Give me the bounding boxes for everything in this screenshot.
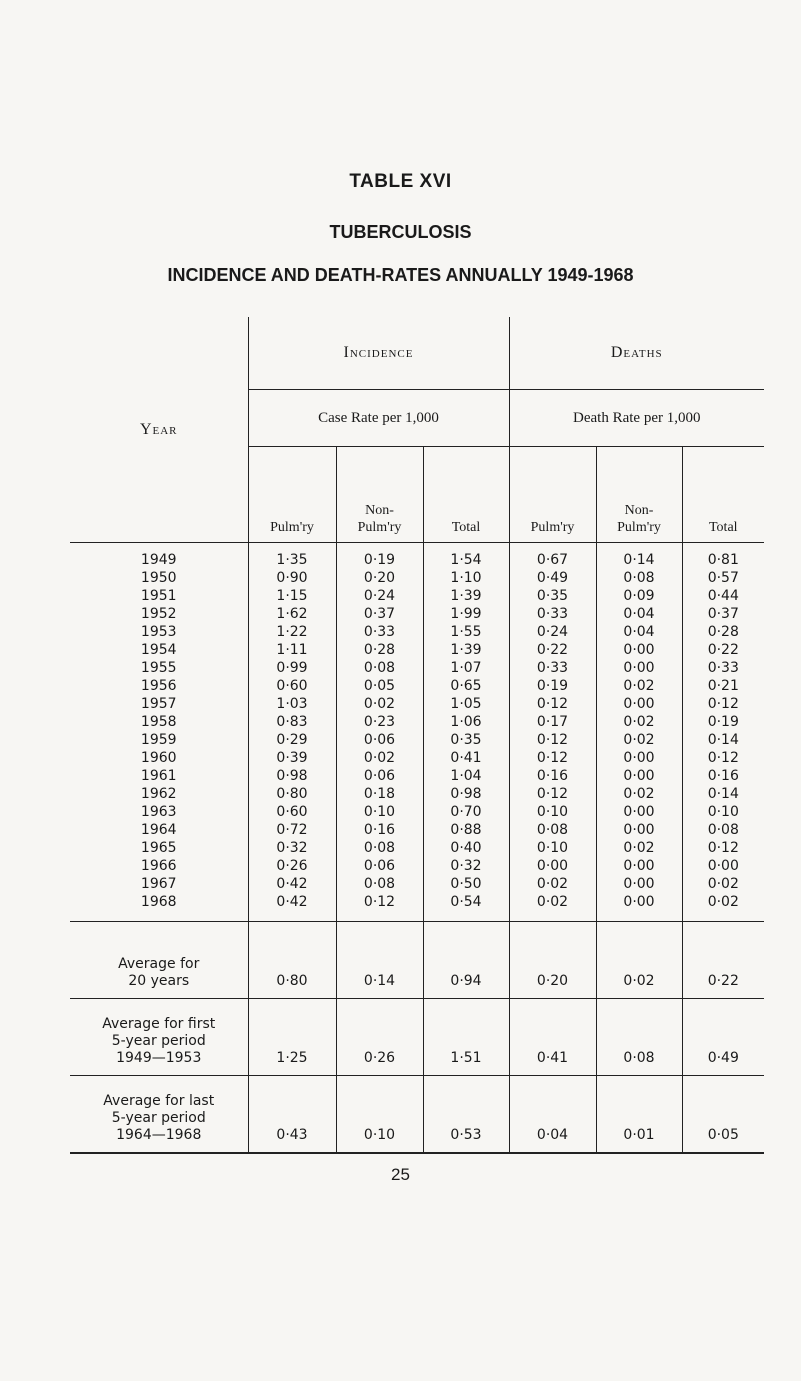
table-row [70,785,764,803]
rate-cell: 0·16 [336,821,423,839]
rate-cell: 0·09 [596,587,682,605]
rate-cell: 0·99 [248,659,336,677]
table-body [70,543,764,1154]
year-cell: 1964 [70,821,248,839]
table-row [70,875,764,893]
rate-cell: 1·05 [423,695,509,713]
rate-cell: 0·00 [596,659,682,677]
rate-cell: 1·62 [248,605,336,623]
year-cell: 1953 [70,623,248,641]
rate-cell: 0·19 [707,714,739,730]
average-value: 0·43 [248,1076,336,1154]
rate-cell: 0·12 [509,749,596,767]
rate-cell: 0·00 [596,749,682,767]
col-deaths-total: Total [682,447,764,543]
rate-cell: 1·04 [423,767,509,785]
incidence-header: Incidence [248,317,509,390]
average-value: 0·49 [682,999,764,1076]
year-cell: 1951 [70,587,248,605]
rate-cell: 0·88 [423,821,509,839]
title-block [0,170,801,287]
rate-cell: 0·00 [707,858,739,874]
rate-cell: 0·44 [707,588,739,604]
year-cell: 1950 [70,569,248,587]
rate-cell: 0·16 [509,767,596,785]
rate-cell: 0·10 [707,804,739,820]
year-cell: 1952 [70,605,248,623]
rate-cell: 1·55 [423,623,509,641]
rate-cell: 0·22 [707,642,739,658]
year-cell: 1954 [70,641,248,659]
rate-cell: 1·15 [248,587,336,605]
rate-cell: 0·21 [707,678,739,694]
year-cell: 1956 [70,677,248,695]
rate-cell: 0·40 [423,839,509,857]
rate-cell: 0·04 [596,605,682,623]
rate-cell: 0·08 [336,659,423,677]
rate-cell: 0·18 [336,785,423,803]
rate-cell: 0·02 [707,876,739,892]
rate-cell: 0·29 [248,731,336,749]
rate-cell: 0·02 [336,695,423,713]
rate-cell: 0·70 [423,803,509,821]
rate-cell: 0·12 [509,731,596,749]
average-value: 0·14 [336,922,423,999]
deaths-header: Deaths [509,317,764,390]
rate-cell: 0·00 [596,641,682,659]
average-value: 0·53 [423,1076,509,1154]
year-cell: 1957 [70,695,248,713]
rate-cell: 0·98 [423,785,509,803]
rate-cell: 0·08 [336,839,423,857]
table-row [70,767,764,785]
tuberculosis-table [70,317,764,1154]
table-row [70,623,764,641]
average-value: 0·01 [596,1076,682,1154]
rate-cell: 0·42 [248,875,336,893]
rate-cell: 0·10 [509,803,596,821]
table-row [70,587,764,605]
rate-cell: 1·06 [423,713,509,731]
col-deaths-pulmonary: Pulm'ry [509,447,596,543]
rate-cell: 0·00 [509,857,596,875]
rate-cell: 0·32 [248,839,336,857]
average-row [70,1076,764,1154]
table-row [70,893,764,922]
rate-cell: 0·22 [509,641,596,659]
table-row [70,677,764,695]
rate-cell: 0·24 [336,587,423,605]
year-cell: 1960 [70,749,248,767]
rate-cell: 0·37 [336,605,423,623]
rate-cell: 0·12 [707,750,739,766]
average-value: 0·05 [682,1076,764,1154]
rate-cell: 0·33 [509,659,596,677]
rate-cell: 0·02 [336,749,423,767]
rate-cell: 0·10 [509,839,596,857]
rate-cell: 0·14 [707,786,739,802]
col-incidence-non-pulmonary: Non- Pulm'ry [336,447,423,543]
average-value: 0·10 [336,1076,423,1154]
rate-cell: 0·32 [423,857,509,875]
death-rate-header: Death Rate per 1,000 [509,390,764,447]
rate-cell: 0·04 [596,623,682,641]
table-row [70,821,764,839]
rate-cell: 0·37 [707,606,739,622]
table-row [70,839,764,857]
rate-cell: 0·16 [707,768,739,784]
rate-cell: 1·22 [248,623,336,641]
rate-cell: 0·02 [596,713,682,731]
table-row [70,713,764,731]
year-cell: 1961 [70,767,248,785]
average-value: 0·02 [596,922,682,999]
rate-cell: 0·00 [596,857,682,875]
year-cell: 1949 [70,543,248,570]
rate-cell: 0·02 [596,785,682,803]
average-label: Average for last 5-year period 1964—1968 [70,1076,248,1154]
average-value: 0·41 [509,999,596,1076]
rate-cell: 0·06 [336,767,423,785]
rate-cell: 0·90 [248,569,336,587]
rate-cell: 0·05 [336,677,423,695]
average-value: 1·25 [248,999,336,1076]
average-value: 0·80 [248,922,336,999]
rate-cell: 0·08 [596,569,682,587]
table-row [70,641,764,659]
rate-cell: 0·35 [423,731,509,749]
average-row [70,999,764,1076]
year-cell: 1959 [70,731,248,749]
rate-cell: 0·39 [248,749,336,767]
rate-cell: 0·00 [596,803,682,821]
rate-cell: 0·19 [336,543,423,570]
average-value: 1·51 [423,999,509,1076]
table-row [70,749,764,767]
case-rate-header: Case Rate per 1,000 [248,390,509,447]
average-value: 0·04 [509,1076,596,1154]
year-header: Year [70,317,248,543]
average-row [70,922,764,999]
page-number: 25 [391,1165,410,1184]
rate-cell: 0·41 [423,749,509,767]
table-row [70,803,764,821]
rate-cell: 0·26 [248,857,336,875]
rate-cell: 0·28 [336,641,423,659]
table-row [70,659,764,677]
rate-cell: 0·20 [336,569,423,587]
rate-cell: 0·80 [248,785,336,803]
rate-cell: 0·12 [336,893,423,922]
average-label: Average for first 5-year period 1949—1953 [70,999,248,1076]
table-row [70,543,764,570]
table-row [70,605,764,623]
rate-cell: 0·33 [509,605,596,623]
rate-cell: 0·81 [707,552,739,568]
rate-cell: 0·00 [596,767,682,785]
rate-cell: 0·08 [509,821,596,839]
rate-cell: 0·00 [596,893,682,922]
rate-cell: 1·39 [423,641,509,659]
year-cell: 1963 [70,803,248,821]
year-cell: 1962 [70,785,248,803]
rate-cell: 0·06 [336,857,423,875]
rate-cell: 0·49 [509,569,596,587]
rate-cell: 0·42 [248,893,336,922]
rate-cell: 0·12 [509,695,596,713]
col-deaths-non-pulmonary: Non- Pulm'ry [596,447,682,543]
rate-cell: 0·23 [336,713,423,731]
year-cell: 1966 [70,857,248,875]
rate-cell: 0·14 [596,543,682,570]
rate-cell: 0·12 [509,785,596,803]
rate-cell: 0·02 [509,893,596,922]
rate-cell: 0·06 [336,731,423,749]
rate-cell: 0·12 [707,696,739,712]
rate-cell: 0·08 [707,822,739,838]
rate-cell: 0·67 [509,543,596,570]
rate-cell: 1·54 [423,543,509,570]
rate-cell: 1·03 [248,695,336,713]
rate-cell: 1·07 [423,659,509,677]
rate-cell: 0·35 [509,587,596,605]
rate-cell: 0·98 [248,767,336,785]
table-row [70,857,764,875]
table-subtitle: TUBERCULOSIS [329,222,472,242]
rate-cell: 0·02 [682,893,764,922]
rate-cell: 0·17 [509,713,596,731]
rate-cell: 1·11 [248,641,336,659]
rate-cell: 0·24 [509,623,596,641]
col-incidence-pulmonary: Pulm'ry [248,447,336,543]
average-label: Average for 20 years [70,922,248,999]
rate-cell: 0·54 [423,893,509,922]
rate-cell: 0·72 [248,821,336,839]
table-row [70,569,764,587]
average-value: 0·94 [423,922,509,999]
rate-cell: 0·33 [707,660,739,676]
rate-cell: 0·28 [707,624,739,640]
rate-cell: 0·10 [336,803,423,821]
rate-cell: 0·02 [596,731,682,749]
col-incidence-total: Total [423,447,509,543]
average-value: 0·26 [336,999,423,1076]
rate-cell: 0·00 [596,875,682,893]
year-cell: 1967 [70,875,248,893]
year-cell: 1955 [70,659,248,677]
average-value: 0·20 [509,922,596,999]
rate-cell: 0·00 [596,695,682,713]
rate-cell: 0·19 [509,677,596,695]
average-value: 0·22 [682,922,764,999]
rate-cell: 1·35 [248,543,336,570]
year-cell: 1968 [70,893,248,922]
rate-cell: 0·02 [596,839,682,857]
rate-cell: 0·00 [596,821,682,839]
table-heading: INCIDENCE AND DEATH-RATES ANNUALLY 1949-1968 [167,265,634,285]
rate-cell: 0·08 [336,875,423,893]
year-cell: 1965 [70,839,248,857]
rate-cell: 1·39 [423,587,509,605]
year-cell: 1958 [70,713,248,731]
rate-cell: 0·33 [336,623,423,641]
table-number: TABLE XVI [349,171,452,192]
rate-cell: 1·10 [423,569,509,587]
rate-cell: 0·60 [248,677,336,695]
rate-cell: 1·99 [423,605,509,623]
rate-cell: 0·83 [248,713,336,731]
rate-cell: 0·12 [707,840,739,856]
rate-cell: 0·02 [596,677,682,695]
table-row [70,695,764,713]
rate-cell: 0·57 [707,570,739,586]
average-value: 0·08 [596,999,682,1076]
rate-cell: 0·65 [423,677,509,695]
rate-cell: 0·14 [707,732,739,748]
rate-cell: 0·60 [248,803,336,821]
rate-cell: 0·50 [423,875,509,893]
table-row [70,731,764,749]
rate-cell: 0·02 [509,875,596,893]
